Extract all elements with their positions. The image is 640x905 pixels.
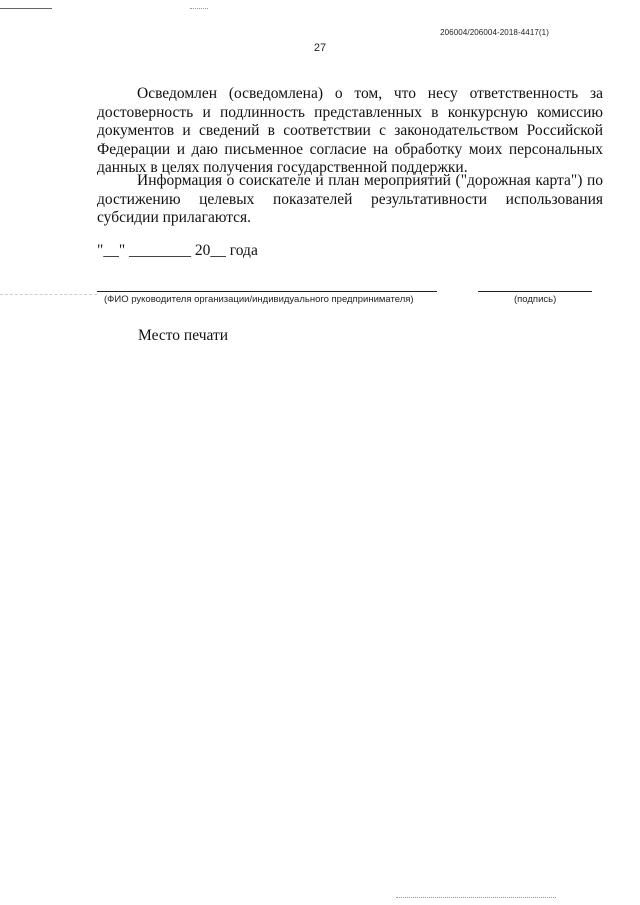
name-caption: (ФИО руководителя организации/индивидуального предпринимателя) [104,294,414,305]
page-number: 27 [313,42,327,54]
document-code: 206004/206004-2018-4417(1) [440,28,549,37]
scan-artifact-top-marks [190,2,208,9]
stamp-place-label: Место печати [138,327,229,344]
date-line: "__" ________ 20__ года [97,242,258,259]
signature-rule [478,291,592,292]
signature-caption: (подпись) [514,294,557,305]
scan-artifact-top-line [0,8,52,9]
name-signature-rule [97,291,437,292]
consent-paragraph: Осведомлен (осведомлена) о том, что несу ответственность за достоверность и подлинность представленных в конкурсную комиссию документов и сведений в соответствии с законодательством Российской Федерации и даю письменное согласие на обработку моих персональных данных в целях получения государственной поддержки. [97,85,603,176]
attachment-paragraph: Информация о соискателе и план мероприятий ("дорожная карта") по достижению целевых показателей результативности использования субсидии прилагаются. [97,172,603,226]
scan-artifact-left-streak [0,294,97,295]
scan-artifact-bottom-marks [396,897,556,898]
